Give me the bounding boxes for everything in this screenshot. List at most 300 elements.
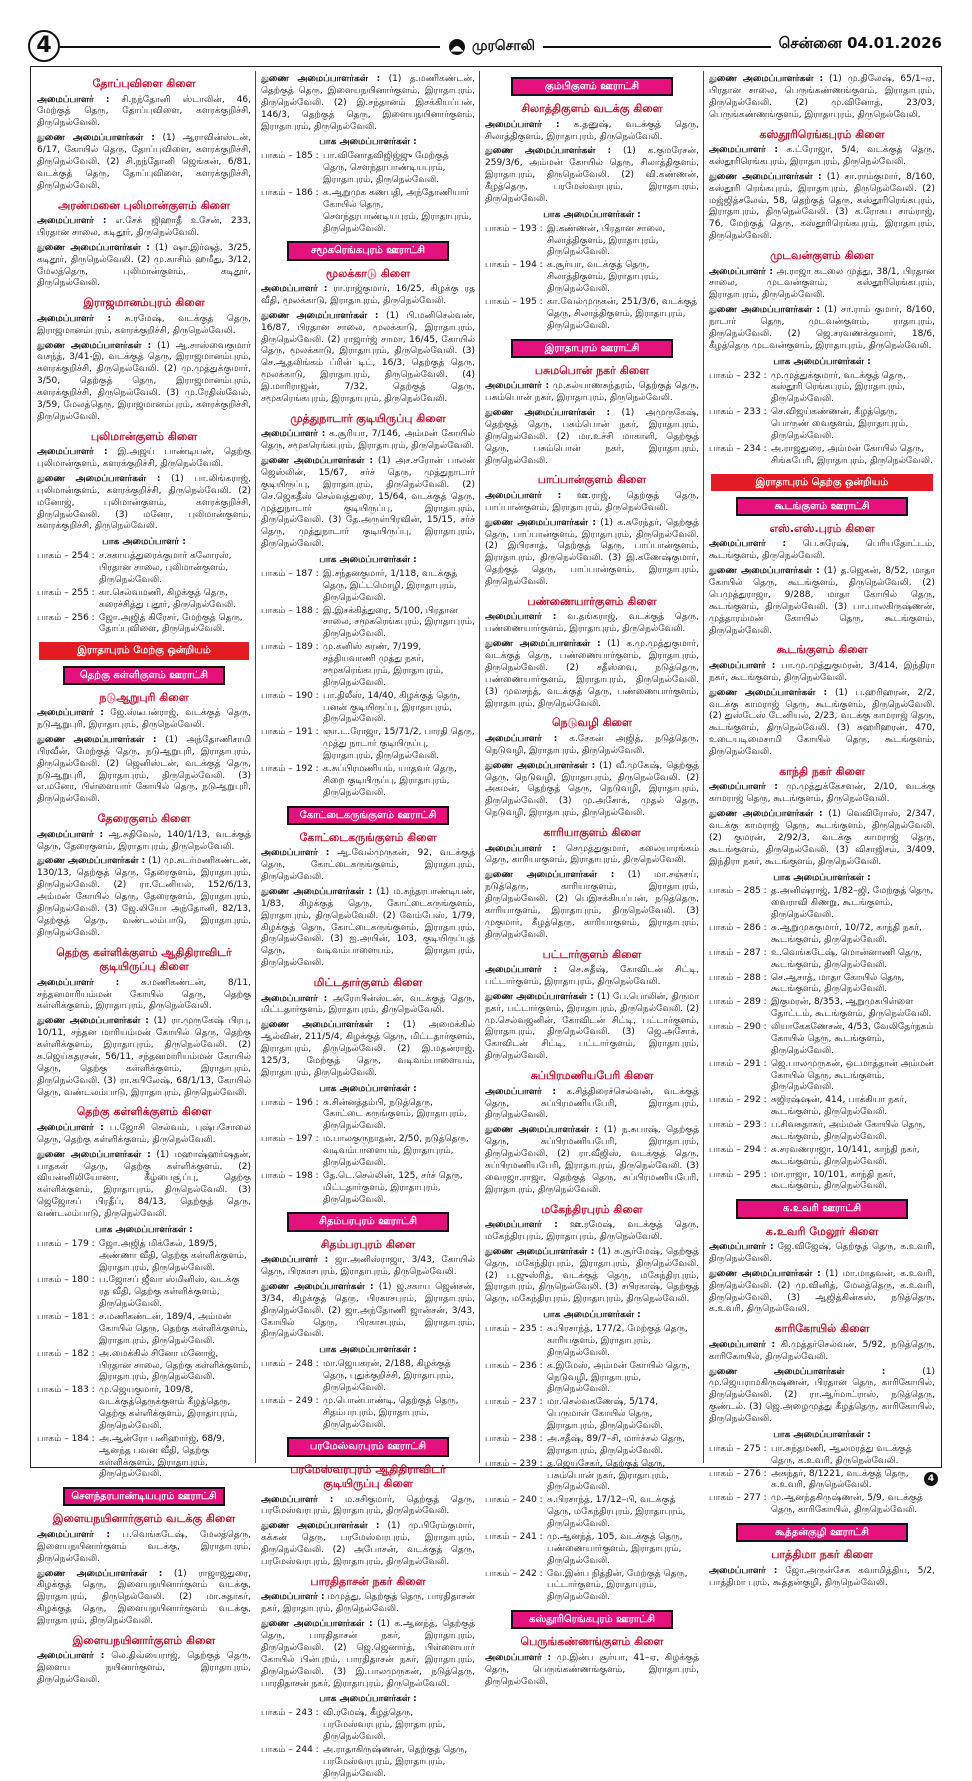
booth-reps-heading: பாக அமைப்பாளர்கள் : [319,137,417,148]
entry-label: அமைப்பாளர் : [37,829,104,840]
booth-rep-row [709,1022,935,1058]
branch-heading: பண்ணையார்குளம் கிளை [527,594,657,608]
entry-label: அமைப்பாளர் : [261,1255,329,1266]
entry-value: ஊ.ராஜ், தெற்குத் தெரு, பாப்பான்குளம், இராதாபுரம், திருநெல்வேலி. [485,490,699,513]
deputy-secretaries-entry [37,1150,251,1221]
booth-number: பாகம் – 242 : [485,1568,543,1579]
booth-rep-row [709,1145,935,1169]
entry-label: அமைப்பாளர் : [709,1565,778,1576]
entry-label: துணை அமைப்பாளர்கள் : [709,566,820,577]
deputy-secretaries-entry [261,456,475,551]
booth-rep-row [261,691,475,727]
branch-heading: இராஜமானம்புரம் கிளை [83,296,205,310]
booth-number: பாகம் – 194 : [485,260,543,271]
booth-number: பாகம் – 244 : [261,1744,319,1755]
page-number-badge: 4 [28,30,60,62]
entry-label: அமைப்பாளர் : [485,119,560,130]
entry-label: துணை அமைப்பாளர்கள் : [37,734,157,745]
deputy-secretaries-entry [261,887,475,970]
booth-number: பாகம் – 193 : [485,223,543,234]
entry-label: அமைப்பாளர் : [485,612,557,623]
entry-value: பா.மு.முத்துகுமரன், 3/414, இந்திரா நகர், கூடங்குளம், திருநெல்வேலி. [709,660,935,683]
booth-number: பாகம் – 196 : [261,1097,319,1108]
branch-heading: கோட்டைகருங்குளம் கிளை [299,830,437,844]
entry-label: துணை அமைப்பாளர்கள் : [37,1016,149,1027]
entry-value: (1) பா.லிங்கராஜ், புலிமான்குளம், களரக்குறிச்சி, திருநெல்வேலி. (2) மனோஜ், புலிமான்குளம், களரக்குறிச்சி, திருநெல்வேலி. (3) மனோ, புலிமான்குளம், களரக்குறிச்சி, திருநெல்வேலி. [37,473,251,532]
booth-rep-name: மு.பொன்பாண்டி, தெற்குத் தெரு, சிதம்பரபுரம், இராதாபுரம், திருநெல்வேலி. [323,1395,459,1430]
entry-value: (1) ஜ.சகாய ஜென்சன், 3/34, கிழக்குத் தெரு, பிரகாசபுரம், இராதாபுரம், திருநெல்வேலி. (2) ஜா.அந்தோணி ஜான்சன், 3/43, கோயில் தெரு, பிரகாசபுரம், இராதாபுரம், திருநெல்வேலி. [261,1281,475,1340]
booth-rep-row [261,1745,475,1781]
entry-label: அமைப்பாளர் : [37,447,108,458]
branch-heading: தேரைகுளம் கிளை [97,812,191,826]
booth-reps-heading: பாக அமைப்பாளர்கள் : [319,1694,417,1705]
entry-value: ஜே.ஸ்டீபன்ராஜ், வடக்குத் தெரு, நடுஆறுபுரி, இராதாபுரம், திருநெல்வேலி. [37,708,251,731]
panchayat-banner: கும்பிகுளம் ஊராட்சி [511,77,674,96]
entry-value: ஜோ.அருள்சேக கவாமித்திய, 5/2, பாத்திமா புரம், கூத்தன்குழி, திருநெல்வேலி. [709,1565,935,1588]
panchayat-banner: இராதாபுரம் ஊராட்சி [511,339,674,358]
secretary-entry [709,145,935,169]
entry-value: (1) ஷா.இர்ஷத், 3/25, கடிதூர், திருநெல்வேலி. (2) மு.காசிம் ஹமீது, 3/12, மேலத்தெரு, புலிமான்குளம், கடிதூர், திருநெல்வேலி. [37,242,251,289]
panchayat-banner: சௌந்தரபாண்டியபுரம் ஊராட்சி [63,1487,226,1506]
entry-label: துணை அமைப்பாளர்கள் : [37,242,150,253]
booth-number: பாகம் – 254 : [37,551,95,562]
entry-label: துணை அமைப்பாளர்கள் : [485,1246,595,1257]
secretary-entry [485,381,699,405]
entry-value: க.சேகன் அஜித், நடுத்தெரு, நெடுவழி, இராதாபுரம், திருநெல்வேலி. [485,733,699,756]
secretary-entry [709,1242,935,1266]
page-frame [30,66,942,1779]
booth-number: பாகம் – 287 : [709,947,767,958]
column-4 [709,71,935,1588]
entry-value: (1) க.சுரேந்தர், தெற்குத் தெரு, பாப்பான்குளம், இராதாபுரம், திருநெல்வேலி. (2) இபிரசாத், தெற்குத் தெரு, பாப்பான்குளம், இராதாபுரம், திருநெல்வேலி. (3) இ.கணேஷ்குமார், தெற்குத் தெரு, பாப்பான்குளம், இராதாபுரம், திருநெல்வேலி. [485,517,699,588]
deputy-secretaries-entry [261,74,475,133]
entry-value: (1) மு.சுடர்மணிகண்டன், 130/13, தெற்குத் தெரு, தேரைகுளம், இராதாபுரம், திருநெல்வேலி. (2) ரா.டேனியல், 152/6/13, அம்மன் கோயில் தெரு, தேரைகுளம், இராதாபுரம், திருநெல்வேலி. (3) ஜே.லியோ அந்தோனி, 82/13, தெற்குத் தெரு, வண்டலம்பாடு, இராதாபுரம், திருநெல்வேலி. [37,856,251,938]
entry-label: துணை அமைப்பாளர்கள் : [485,146,612,157]
entry-label: அமைப்பாளர் : [261,284,328,295]
booth-number: பாகம் – 189 : [261,642,319,653]
booth-rep-row [261,188,475,236]
panchayat-banner: கூடங்குளம் ஊராட்சி [736,497,908,516]
booth-rep-row [709,1493,935,1517]
booth-rep-name: இகுமரன், 8/353, ஆறுமுகபிள்ளை தோட்டம், கூடங்குளம், திருநெல்வேலி. [771,997,932,1020]
entry-label: துணை அமைப்பாளர்கள் : [485,991,594,1002]
deputy-secretaries-entry [485,408,699,467]
booth-reps-heading: பாக அமைப்பாளர்கள் : [319,555,417,566]
booth-rep-row [709,923,935,947]
booth-number: பாகம் – 233 : [709,407,767,418]
booth-rep-name: க.சூர்யா, வடக்குத் தெரு, சிலாத்திகுளம், இராதாபுரம், திருநெல்வேலி. [547,260,659,295]
branch-heading: நெடுவழி கிளை [552,716,632,730]
entry-value: ஆ.சுதிவேல், 140/1/13, வடக்குத் தெரு, தேரைகுளம், இராதாபுரம், திருநெல்வேலி. [37,829,251,852]
entry-value: சு.மணிகண்டன், 8/11, சந்தனமாரியம்மன் கோயில் தெரு, தெற்கு கள்ளிக்குளம், இராதாபுரம், திருநெல்வேலி. [37,977,251,1012]
booth-rep-name: உ.வெங்கடேஷ், மொன்னாணி தெரு, கூடங்குளம், திருநெல்வேலி. [771,947,923,970]
entry-value: (1) மா.சஞ்சய், நடுத்தெரு, காரியாகுளம், இராதாபுரம், திருநெல்வேலி. (2) பெஇசக்கியப்பன், நடுத்தெரு, காரியாகுளம், இராதாபுரம், திருநெல்வேலி. (3) முகுமார், கீழத்தெரு, காரியாகுளம், இராதாபுரம், திருநெல்வேலி. [485,870,699,940]
booth-number: பாகம் – 293 : [709,1120,767,1131]
branch-heading: பாப்பான்குளம் கிளை [537,473,647,487]
booth-number: பாகம் – 180 : [37,1275,95,1286]
secretary-entry [709,539,935,563]
booth-rep-row [37,613,251,637]
entry-value: சி.நந்தோனி ஸ்டாலின், 46, மேற்குத் தெரு, தோப்புவிளை, களரக்குறிச்சி, திருநெல்வேலி. [37,94,251,129]
booth-number: பாகம் – 295 : [709,1169,767,1180]
booth-rep-name: த.அனிஷ்ராஜ், 1/82–ஜி, மேற்குத் தெரு, வைராவி கிணறு, கூடங்குளம், திருநெல்வேலி. [771,886,934,921]
secretary-entry [709,267,935,303]
booth-rep-name: செ.ஆசாத், மாதா கோயில் தெரு, கூடங்குளம், திருநெல்வேலி. [771,972,905,995]
entry-value: (1) அமைக்கில் ஆல்வின், 211/5/4, கிழக்குத் தெரு, மிட்டதார்குளம், இராதாபுரம், திருநெல்வேலி. (2) இ.மதன்ராஜ், 125/3, மேற்குத் தெரு, வடிவம்பாளையம், இராதாபுரம், திருநெல்வேலி. [261,1020,475,1078]
entry-label: துணை அமைப்பாளர்கள் : [709,74,824,84]
booth-rep-row [485,297,699,333]
booth-rep-row [709,1170,935,1194]
secretary-entry [485,491,699,515]
branch-heading: எஸ்.எஸ்.புரம் கிளை [769,521,875,535]
rising-sun-logo-icon [448,38,466,56]
branch-heading: மிட்டதார்குளம் கிளை [313,976,423,990]
branch-heading: தோப்புவிளை கிளை [92,77,196,90]
booth-rep-row [261,606,475,642]
booth-rep-name: தே.டெ.செல்லின், 125, சர்ச் தெரு, மிட்டதார்குளம், இராதாபுரம், திருநெல்வேலி. [323,1170,463,1205]
panchayat-banner: கூத்தன்குழி ஊராட்சி [736,1523,908,1542]
column-1 [37,71,251,1686]
entry-value: (1) மா.மாதவன், க.உவரி, திருநெல்வேலி. (2) மு.வினித், மேலத்தெரு, க.உவரி, திருநெல்வேலி. (3) ஆஜித்கின்கஸ், நடுத்தெரு, க.உவரி, திருநெல்வேலி. [709,1268,935,1315]
booth-number: பாகம் – 190 : [261,690,319,701]
booth-number: பாகம் – 186 : [261,187,319,198]
entry-value: ரா.ராஜ்குமார், 16/25, கிழக்கு ரத வீதி, மூலக்காடு, இராதாபுரம், திருநெல்வேலி. [261,284,475,306]
entry-label: அமைப்பாளர் : [37,708,104,719]
secretary-entry [261,1592,475,1616]
booth-rep-row [709,1095,935,1119]
booth-number: பாகம் – 277 : [709,1493,767,1504]
entry-value: மு.கல்யாணசுந்தரம், தெற்குத் தெரு, பசும்பொன் நகர், இராதாபுரம், திருநெல்வேலி. [485,381,699,404]
entry-value: (1) மஹாஷ்ஹர்ஷதன், பாதகள் தெரு, தெற்கு கள்ளிக்குளம். (2) வியன்னிலியோனா, கீழ்பைசூ்ப்பு, தெற்கு கள்ளிக்குளம், இராதாபுரம், திருநெல்வேலி. (3) ஜெஜோசப் பிரதீப், 84/13, தெற்குத் தெரு, வண்டலம்பாடு, திருநெல்வேலி. [37,1149,251,1220]
entry-value: (1) பி.மனிசெல்வன், 16/87, பிரதான சாலை, மூலக்காடு, இராதாபுரம், திருநெல்வேலி. (2) ராஜார்ஜ் சாமா, 16/45, கோயில் தெரு, மூலக்காடு, இராதாபுரம், திருநெல்வேலி. (3) செ.ஆதலிங்கம் ப்ரின் டிட், 16/3, தெற்குத் தெரு, மூலக்காடு, இராதாபுரம், திருநெல்வேலி. (4) இ.மாரிராஜன், 7/32, தெற்குத் தெரு, சமூகரெங்கபுரம், இராதாபுரம், திருநெல்வேலி. [261,310,475,404]
booth-number: பாகம் – 182 : [37,1348,95,1359]
entry-label: துணை அமைப்பாளர்கள் : [485,408,611,419]
booth-rep-row [709,407,935,443]
entry-label: துணை அமைப்பாளர்கள் : [261,310,379,321]
booth-reps-heading: பாக அமைப்பாளர்கள் : [773,1429,871,1440]
branch-heading: இளையநயினார்குளம் கிளை [72,1633,216,1647]
booth-number: பாகம் – 236 : [485,1360,543,1371]
entry-label: துணை அமைப்பாளர்கள் : [37,856,146,867]
booth-reps-heading: பாக அமைப்பாளர்கள் : [773,872,871,883]
footer-page-number: 4 [924,1472,938,1486]
entry-label: அமைப்பாளர் : [37,216,107,227]
booth-number: பாகம் – 292 : [709,1095,767,1106]
entry-label: அமைப்பாளர் : [37,1529,110,1540]
deputy-secretaries-entry [709,1367,935,1426]
entry-value: (1) மு.பிரேம்குமார், கக்கன் தெரு, பரமேஸ்வரபுரம், இராதாபுரம், திருநெல்வேலி. (2) அபோசன், வடக்குத் தெரு, பரமேஸ்வரபுரம், இராதாபுரம், திருநெல்வேலி. [261,1521,476,1567]
booth-rep-name: வே.இன்ப நித்தின், மேற்குத் தெரு, பட்டார்குளம், இராதாபுரம், திருநெல்வேலி. [547,1568,688,1603]
entry-value: செமுத்துகுமார், கலையாரங்கம் தெரு, காரியாகுளம், இராதாபுரம், திருநெல்வேலி. [485,843,699,866]
entry-label: அமைப்பாளர் : [709,1242,774,1253]
booth-rep-row [709,1444,935,1468]
entry-label: அமைப்பாளர் : [709,539,787,550]
booth-number: பாகம் – 248 : [261,1359,319,1370]
booth-reps-heading: பாக அமைப்பாளர்கள் : [319,1345,417,1356]
entry-label: அமைப்பாளர் : [261,1592,325,1603]
entry-value: (1) ஆ.சாஸ்வைகுமார் வசந்த், 3/41-இ, வடக்குத் தெரு, இராஜமானம்புரம், களரக்குறிச்சி, திருநெல்வேலி. (2) மு.முத்துக்குமார், 3/50, தெற்குத் தெரு, இராஜமானம்புரம், களரக்குறிச்சி, திருநெல்வேலி. (3) மு.ரேதிஸ்வேல், 3/59, மேலத்தெரு, இராஜமானம்புரம், களரக்குறிச்சி, திருநெல்வேலி. [37,340,251,422]
deputy-secretaries-entry [261,1282,475,1341]
entry-value: (1) மு.ஜெயராமகிருஷ்ணன், பிரதான தெரு, காரிகோயில், திருநெல்வேலி. (2) ரா.ஆர்மாட்ராஸ், நடுத்தெரு, குண்டல். (3) ஜெ.அழைமுத்து கீழத்தெரு, காரிகோயில், திருநெல்வேலி. [709,1366,935,1425]
deputy-secretaries-entry [709,74,935,122]
secretary-entry [261,848,475,884]
booth-rep-name: ச.சகாயத்துரைக்குமார் கலோரஸ், பிரதான சாலை, புலிமான்குளம், திருநெல்வேலி. [99,551,232,585]
entry-label: அமைப்பாளர் : [261,848,330,859]
booth-rep-name: சு.பிரசாந்த், 177/2, மேற்குத் தெரு, காரியகுளம், இராதாபுரம், திருநெல்வேலி. [547,1324,688,1358]
booth-rep-name: பா.சுந்தமணி, ஆலமரத்து வடக்குத் தெரு, க.உவரி, திருநெல்வேலி. [771,1443,912,1466]
booth-rep-name: ஜோ.அஜித் கிரேசர், மேற்குத் தெரு, தோப்புவிளை, திருநெல்வேலி. [99,612,243,635]
deputy-secretaries-entry [37,133,251,192]
deputy-secretaries-entry [261,1619,475,1690]
booth-rep-row [37,1349,251,1385]
column-3 [485,71,699,1687]
branch-heading: சுப்பிரமணியபேரி கிளை [530,1069,654,1083]
booth-rep-name: க.சுப்பிரமணியம், யாதவர் தெரு, சிறை குடியிருப்பு, இராதாபுரம், திருநெல்வேலி. [323,763,457,798]
entry-value: (1) வீ.முகேஷ், தெற்குத் தெரு, நெடுவழி, இராதாபுரம், திருநெல்வேலி. (2) அகமன், தெற்குத் தெரு, நெடுவழி, இராதாபுரம், திருநெல்வேலி. (3) மு.அசோக், முதல் தெரு, நெடுவழி, இராதாபுரம், திருநெல்வேலி. [485,760,699,819]
entry-value: (1) அந்தோணிசாமி பிரவீன், மேற்குத் தெரு, நடுஆறுபுரி, இராதாபுரம், திருநெல்வேலி. (2) ஜெனிஸ்டன், வடக்குத் தெரு, நடுஆறுபுரி, இராதாபுரம், திருநெல்வேலி. (3) எ.மனோ, பிள்ளையார் கோயில் தெரு, நடுஆறுபுரி, திருநெல்வேலி. [37,734,251,805]
booth-rep-row [709,886,935,922]
entry-value: இ.அஜய் பாண்டியன், தெற்கு புலிமான்குளம், களரக்குறிச்சி, திருநெல்வேலி. [37,447,251,470]
booth-rep-row [709,997,935,1021]
entry-value: மு.இன்ப சூர்யா, 41–ஏ, கிழக்குத் தெரு, பெருங்கண்ணங்குளம், இராதாபுரம், திருநெல்வேலி. [485,1652,699,1687]
booth-number: பாகம் – 240 : [485,1495,543,1506]
booth-reps-heading: பாக அமைப்பாளர்கள் : [543,1310,641,1321]
branch-heading: மூலக்காடு கிளை [325,266,411,280]
booth-rep-name: மு.கனிஸ் கரண், 7/199, சத்தியவாணி முத்து நகர், சமூகரெங்கபுரம், இராதாபுரம், திருநெல்வேலி. [323,642,444,688]
booth-rep-name: சு.சின்னத்தம்பி, நடுத்தெரு, கோட்டை கருங்குளம், இராதாபுரம், திருநெல்வேலி. [323,1097,467,1132]
booth-rep-row [709,948,935,972]
entry-value: க.சித்திரைச்செல்வன், வடக்குத் தெரு, சுப்பிரமணியபேரி, இராதாபுரம், திருநெல்வேலி. [485,1086,699,1121]
booth-number: பாகம் – 234 : [709,443,767,454]
branch-heading: பாரதிதாசன் நகர் கிளை [310,1574,426,1588]
entry-value: (1) சா.ராம்குமார், 8/160, கஸ்தூரி ரெங்கபுரம், இராதாபுரம், திருநெல்வேலி. (2) மஜ்ஜித்சலேவ், 58, தெற்குத் தெரு, கஸ்தூரிரெங்கபுரம், இராதாபுரம், திருநெல்வேலி. (3) க.ரோசுப சாம்ராஜ், 76, மேற்குத் தெரு, கஸ்தூரிரெங்கபுரம், இராதாபுரம், திருநெல்வேலி. [709,171,935,242]
booth-rep-name: சு.ஆறுமுககுமார், 10/72, காந்தி நகர், கூடங்குளம், திருநெல்வேலி. [771,923,922,945]
booth-number: பாகம் – 276 : [709,1468,767,1479]
branch-heading: கஸ்தூரிரெங்கபுரம் கிளை [759,127,885,141]
booth-rep-row [709,1120,935,1144]
entry-value: ப.ஜோசி செல்வம், புஷ்பசோலை தெரு, தெற்கு கள்ளிக்குளம், திருநெல்வேலி. [37,1122,251,1145]
deputy-secretaries-entry [261,1020,475,1079]
entry-value: மு.முத்துக்கேசவன், 2/10, வடக்கு காமராஜ் தெரு, கூடங்குளம், திருநெல்வேலி. [709,782,935,805]
secretary-entry [261,1255,475,1279]
booth-reps-heading: பாக அமைப்பாளர்கள் : [543,209,641,220]
booth-number: பாகம் – 185 : [261,151,319,162]
secretary-entry [37,1651,251,1687]
deputy-secretaries-entry [37,474,251,533]
booth-number: பாகம் – 285 : [709,886,767,897]
branch-heading: மகேந்திரபுரம் கிளை [541,1202,643,1216]
entry-label: அமைப்பாளர் : [485,733,558,744]
booth-rep-name: மா.ராஜா, 10/101, காந்தி நகர், கூடங்குளம், திருநெல்வேலி. [771,1169,897,1192]
deputy-secretaries-entry [485,1247,699,1306]
entry-label: அமைப்பாளர் : [485,1086,557,1097]
entry-value: க.தனுஷ், வடக்குத் தெரு, சிலாத்திகுளம், இராதாபுரம், திருநெல்வேலி. [485,119,699,142]
entry-label: துணை அமைப்பாளர்கள் : [709,687,828,698]
booth-rep-name: மு.முத்துக்குமார், வடக்குத் தெரு, கஸ்தூரி ரெங்கபுரம், இராதாபுரம், திருநெல்வேலி. [771,370,906,405]
entry-value: எ.சேக் ஜிஹாதீ உசேன், 233, பிரதான சாலை, கடிதூர், திருநெல்வேலி. [37,216,251,238]
booth-rep-row [261,764,475,800]
deputy-secretaries-entry [37,1016,251,1099]
booth-number: பாகம் – 256 : [37,612,95,623]
entry-value: ஆ.வேல்முருகன், 92, வடக்குத் தெரு, கோட்டைகருங்குளம், இராதாபுரம், திருநெல்வேலி. [261,848,475,883]
entry-label: அமைப்பாளர் : [485,1220,558,1231]
booth-number: பாகம் – 290 : [709,1022,767,1033]
entry-label: துணை அமைப்பாளர்கள் : [261,1281,374,1292]
secretary-entry [37,314,251,338]
booth-number: பாகம் – 188 : [261,605,319,616]
deputy-secretaries-entry [709,688,935,759]
entry-label: துணை அமைப்பாளர்கள் : [485,1125,599,1136]
booth-number: பாகம் – 286 : [709,923,767,934]
booth-rep-row [261,1171,475,1207]
deputy-secretaries-entry [261,1521,475,1569]
secretary-entry [261,994,475,1018]
entry-label: துணை அமைப்பாளர்கள் : [261,1020,390,1031]
secretary-entry [37,1123,251,1147]
union-banner: இராதாபுரம் மேற்கு ஒன்றியம் [39,642,249,659]
entry-label: அமைப்பாளர் : [261,429,326,440]
entry-value: ப.வெங்கடேஷ், மேலத்தெரு, இளையநயினார்குளம் வடக்கு, இராதாபுரம், திருநெல்வேலி. [37,1529,251,1564]
entry-label: துணை அமைப்பாளர்கள் : [37,1149,151,1160]
booth-number: பாகம் – 197 : [261,1134,319,1145]
branch-heading: முத்துநாடார் குடியிருப்பு கிளை [290,411,446,425]
secretary-entry [37,95,251,131]
booth-rep-name: ப.சிவசுதாகர், அம்மன் கோயில் தெரு, கூடங்குளம், திருநெல்வேலி. [771,1120,926,1142]
entry-value: (1) த.ஜெகன், 8/52, மாதா கோயில் தெரு, கூடங்குளம், திருநெல்வேலி. (2) பெமுத்துராஜா, 9/288, மாதா கோயில் தெரு, கூடங்குளம், திருநெல்வேலி. (3) பா.பாலகிருஷ்ணன், முத்தாரம்மன் கோயில் தெரு, கூடங்குளம், திருநெல்வேலி. [709,566,935,636]
booth-rep-name: சுஜிரஷ்ஷன், 414, பாக்கியா நகர், கூடங்குளம், திருநெல்வேலி. [771,1095,908,1118]
branch-heading: பெருங்கண்ணங்குளம் கிளை [520,1635,664,1649]
entry-value: (1) ஆராவின்ஸ்டன், 6/17, கோயில் தெரு, தோப்புவிளை, களரக்குறிச்சி, திருநெல்வேலி. (2) சி.நந்தோனி ஜெங்கன், 6/81, வடக்குத் தெரு, தோப்புவிளை, களரக்குறிச்சி, திருநெல்வேலி. [37,133,251,191]
booth-rep-name: ஜெ.பாலமுருகன், ஒடமாத்தான் அம்மன் கோயில் தெரு, கூடங்குளம், திருநெல்வேலி. [771,1058,934,1093]
booth-rep-row [709,371,935,407]
entry-label: அமைப்பாளர் : [709,266,773,277]
entry-label: அமைப்பாளர் : [37,1122,104,1133]
booth-rep-row [709,973,935,997]
entry-value: (1) ரா.முருகேஷ் பிரபு, 10/11, சந்தன மாரியம்மன் கோயில் தெரு, தெற்கு கள்ளிக்குளம், இராதாபுரம், திருநெல்வேலி. (2) க.ஜெய்கதரசன், 56/11, சந்தனமாரியம்மன் கோயில் தெரு, தெற்கு கள்ளிக்குளம், இராதாபுரம், திருநெல்வேலி. (3) ரா.கபிலேஷ், 68/1/13, கோயில் தெரு, வண்டலம்பாடு, இராதாபுரம், திருநெல்வேலி. [37,1016,251,1098]
booth-rep-name: மா.செல்வகணேஷ், 5/174, பெருமாள் கோயில் தெரு, இராதாபுரம், திருநெல்வேலி. [547,1397,663,1432]
deputy-secretaries-entry [485,639,699,710]
booth-number: பாகம் – 243 : [261,1708,319,1719]
entry-value: அ.ராஜா கடலை முத்து, 38/1, பிரதான சாலை, முடவன்குளம், கஸ்தூரிரெங்கபுரம், இராதாபுரம், திருநெல்வேலி. [709,266,935,301]
secretary-entry [261,1495,475,1519]
entry-label: அமைப்பாளர் : [37,977,120,988]
booth-rep-row [485,1397,699,1433]
secretary-entry [709,1566,935,1590]
booth-rep-name: மு.ஆனந்தகிருஷ்ணன், 5/9, வடக்குத் தெரு, காரிகோயில், திருநெல்வேலி. [771,1493,923,1516]
branch-heading: பசுமபொன் நகர் கிளை [534,363,650,377]
entry-value: (1) மு.திலேஷ், 65/1–ஏ, பிரதான சாலை, பெருங்கண்ணங்குளம், இராதாபுரம், திருநெல்வேலி. (2) மு.வினோத், 23/03, பெருங்கண்ணங்குளம், இராதாபுரம், திருநெல்வேலி. [709,74,935,120]
entry-value: (1) பே.பொலின், திருமா நகர், பட்டார்குளம், இராதாபுரம், திருநெல்வேலி. (2) மு.செல்வஜனின், கோவிடன் சிட்டி, பட்டார்குளம், இராதாபுரம், திருநெல்வேலி. (3) ஜெ.அசோக், கோவிடன் சிட்டி, பட்டார்குளம், இராதாபுரம், திருநெல்வேலி. [485,991,699,1062]
entry-label: துணை அமைப்பாளர்கள் : [485,760,596,771]
booth-reps-heading: பாக அமைப்பாளர்கள் : [95,1224,193,1235]
entry-value: அரோபின்ஸ்டன், வடக்குத் தெரு, மிட்டதார்குளம், இராதாபுரம், திருநெல்வேலி. [261,993,475,1016]
branch-heading: பரமேஸ்வரபுரம் ஆதிதிராவிடர் குடியிருப்பு கிளை [290,1462,446,1491]
booth-rep-row [261,1098,475,1134]
secretary-entry [485,1087,699,1123]
entry-value: கி.முத்தர்செல்வன், 5/92, நடுத்தெரு, காரிகோயில், திருநெல்வேலி. [709,1339,935,1362]
booth-rep-row [37,551,251,587]
booth-rep-name: அ.மைக்கில் சினோ மனோஜ், பிரதான சாலை, தெற்கு கள்ளிக்குளம், இராதாபுரம், திருநெல்வேலி. [99,1348,251,1383]
entry-label: அமைப்பாளர் : [37,313,112,324]
booth-number: பாகம் – 238 : [485,1433,543,1444]
secretary-entry [485,1220,699,1244]
booth-rep-name: ஜோ.அஜித் மிக்கேல், 189/5, அண்ணா வீதி, தெற்கு கள்ளிக்குளம், இராதாபுரம், திருநெல்வேலி. [99,1238,247,1273]
branch-heading: சிலாத்திகுளம் வடக்கு கிளை [521,102,663,116]
branch-heading: நடுஆறுபுரி கிளை [99,690,189,704]
panchayat-banner: சமூகரெங்கபுரம் ஊராட்சி [287,241,450,260]
entry-value: ஊ.ரமேஷ், வடக்குத் தெரு, மகேந்திரபுரம், இராதாபுரம், திருநெல்வேலி. [485,1220,699,1242]
entry-label: அமைப்பாளர் : [261,993,328,1004]
booth-rep-name: கா.வேல்முருகன், 251/3/6, வடக்குத் தெரு, சிலாத்திகுளம், இராதாபுரம், திருநெல்வேலி. [547,296,698,331]
secretary-entry [37,447,251,471]
entry-label: துணை அமைப்பாளர்கள் : [37,1568,163,1579]
entry-label: அமைப்பாளர் : [709,145,778,156]
entry-label: துணை அமைப்பாளர்கள் : [37,340,152,351]
entry-label: துணை அமைப்பாளர்கள் : [709,305,820,316]
entry-value: (1) வெவிரோஸ், 2/347, வடக்கு காமராஜ் தெரு, கூடங்குளம், திருநெல்வேலி. (2) குமரன், 2/92/3, வடக்கு காமராஜ் தெரு, கூடங்குளம், திருநெல்வேலி. (3) விசாஜிசம், 3/409, இந்திரா நகர், கூடங்குளம், திருநெல்வேலி. [709,809,935,867]
branch-heading: இளையநயினார்குளம் வடக்கு கிளை [52,1512,236,1526]
entry-label: துணை அமைப்பாளர்கள் : [261,456,374,467]
booth-rep-name: பா.திலீஸ், 14/40, கிழக்குத் தெரு, பனன் குடியிருப்பு, இராதாபுரம், திருநெல்வேலி. [323,690,461,725]
secretary-entry [261,284,475,308]
secretary-entry [485,120,699,144]
secretary-entry [37,216,251,240]
booth-rep-row [261,151,475,187]
entry-label: துணை அமைப்பாளர்கள் : [261,74,381,84]
deputy-secretaries-entry [709,566,935,637]
booth-rep-name: அ.சதீஷ், 89/7–சி, மார்ச்சல் தெரு, இராதாபுரம், திருநெல்வேலி. [547,1433,685,1456]
booth-rep-row [261,1396,475,1432]
entry-label: துணை அமைப்பாளர்கள் : [485,517,596,528]
booth-rep-row [261,569,475,605]
entry-label: அமைப்பாளர் : [709,1339,776,1350]
booth-rep-name: ச.மணிகண்டன், 189/4, அம்மன் கோயில் தெரு, தெற்கு கள்ளிக்குளம், இராதாபுரம், திருநெல்வேலி. [99,1312,248,1346]
entry-label: அமைப்பாளர் : [709,660,776,671]
union-banner: இராதாபுரம் தெற்கு ஒன்றியம் [711,474,933,491]
booth-rep-name: லியாகேகணேசன், 4/53, வேலிதேர்நகம் கோயில் தெரு, கூடங்குளம், திருநெல்வேலி. [771,1022,934,1056]
booth-reps-heading: பாக அமைப்பாளர்கள் : [319,1083,417,1094]
entry-label: அமைப்பாளர் : [37,1651,105,1662]
panchayat-banner: தெற்கு கள்ளிகுளம் ஊராட்சி [63,666,226,685]
booth-number: பாகம் – 289 : [709,997,767,1008]
booth-number: பாகம் – 255 : [37,587,95,598]
booth-rep-row [37,1385,251,1433]
booth-rep-name: பா.வினோதவிஜிஜ்ஜு மேற்குத் தெரு, சௌந்தரபாண்டியபுரம், இராதாபுரம், திருநெல்வேலி. [323,151,449,185]
column-divider [479,71,480,1463]
entry-value: செ.சுதீஷ், கோவிடன் சிட்டி, பட்டார்குளம், இராதாபுரம், திருநெல்வேலி. [485,965,699,987]
booth-rep-name: சு.பிரசாந்த், 17/12–பி, வடக்குத் தெரு, மகேந்திரபுரம், இராதாபுரம், திருநெல்வேலி. [547,1495,686,1530]
booth-rep-name: செ.விஜய்கண்ணன், கீழத்தெரு, பொருண் வைகுளம், இராதாபுரம், திருநெல்வேலி. [771,407,909,441]
deputy-secretaries-entry [37,1569,251,1628]
booth-number: பாகம் – 239 : [485,1458,543,1469]
branch-heading: கூடங்குளம் கிளை [776,643,868,657]
booth-rep-row [485,1324,699,1360]
booth-rep-row [709,1469,935,1493]
booth-number: பாகம் – 241 : [485,1531,543,1542]
booth-number: பாகம் – 187 : [261,568,319,579]
booth-number: பாகம் – 183 : [37,1385,95,1396]
booth-rep-name: இ.இசக்கித்துரை, 5/100, பிரதான சாலை, சமூகரெங்கபுரம், இராதாபுரம், திருநெல்வேலி. [323,605,475,640]
deputy-secretaries-entry [709,172,935,243]
deputy-secretaries-entry [709,1269,935,1317]
booth-rep-name: வி.ரமேஷ், கீழத்தெரு, பரமேஸ்வரபுரம், இராதாபுரம், திருநெல்வேலி. [323,1708,446,1742]
booth-rep-name: த.ஜெயசேகர், தெற்குத் தெரு, பசும்பொன் நகர், இராதாபுரம், திருநெல்வேலி. [547,1458,669,1493]
entry-value: பெ.சுரேஷ், பெரியதோட்டம், கூடங்குளம், திருநெல்வேலி. [709,539,935,562]
branch-heading: காரியாகுளம் கிளை [543,826,641,840]
paper-logo [440,36,543,58]
deputy-secretaries-entry [37,735,251,806]
panchayat-banner: பரமேஸ்வரபுரம் ஊராட்சி [287,1437,450,1456]
